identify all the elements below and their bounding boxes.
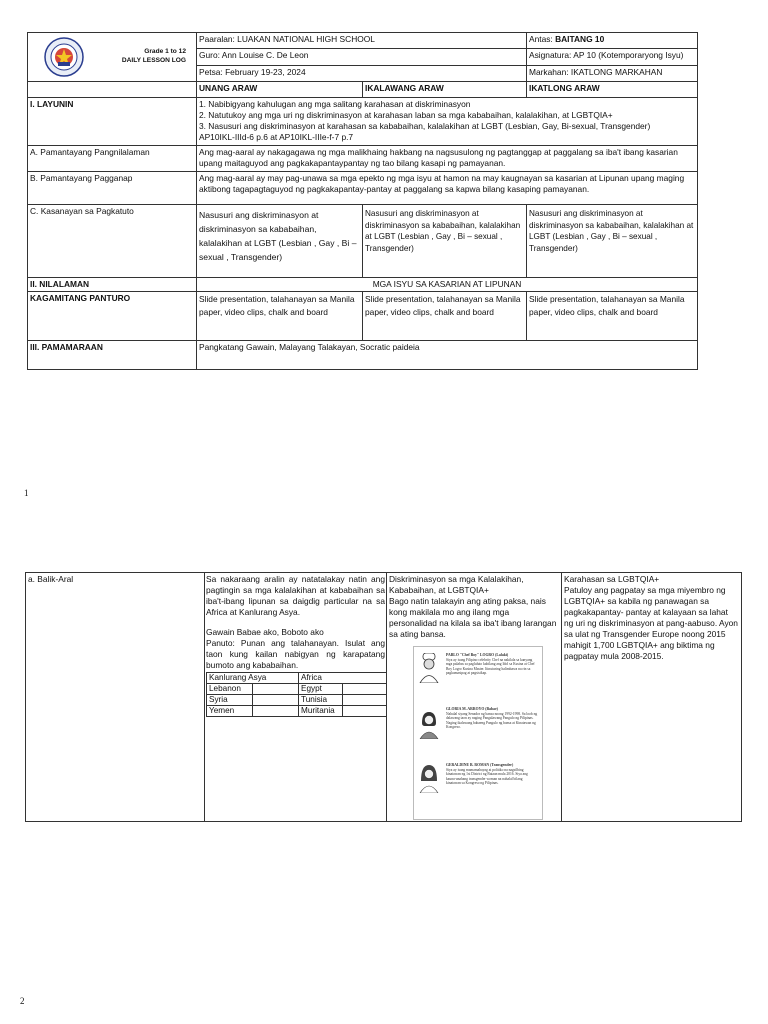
woman-portrait-icon <box>418 709 440 739</box>
year-cell-empty <box>343 684 387 695</box>
kasanayan-day2: Nasusuri ang diskriminasyon at diskriminasyon sa kababaihan, kalalakihan at LGBT (Lesbian , Gay , Bi – sexual , Transgender) <box>363 205 527 278</box>
person-name: GERALDINE B. ROMAN (Transgender) <box>446 763 514 767</box>
nilalaman-text: MGA ISYU SA KASARIAN AT LIPUNAN <box>197 278 698 292</box>
bago-natin-text: Bago natin talakayin ang ating paksa, nais kong makilala mo ang ilang mga personalidad na kilala sa iba't ibang larangan sa ating bansa. <box>389 596 557 639</box>
deped-seal-icon <box>44 37 84 77</box>
day1-header: UNANG ARAW <box>197 82 363 98</box>
person-bio: Siya ay isang mamamahayag at politiko na nagsilbing kinatawan ng 1st District ng Bataan mula 2016. Siya ang kauna-unahang transgender woman na nahalal bilang kinatawan sa Kongreso ng Pilipinas. <box>446 767 528 786</box>
kasanayan-day1: Nasusuri ang diskriminasyon at diskriminasyon sa kababaihan, kalalakihan at LGBT (Lesbian , Gay , Bi – sexual , Transgender) <box>197 205 363 278</box>
pangnilalaman-label: A. Pamantayang Pangnilalaman <box>28 146 197 172</box>
layunin-item-1: 1. Nabibigyang kahulugan ang mga salitang karahasan at diskriminasyon <box>199 99 471 109</box>
table-cell: Syria <box>207 695 253 706</box>
balik-aral-col2 <box>387 573 562 822</box>
grade-label: Grade 1 to 12 <box>144 48 186 55</box>
day3-header: IKATLONG ARAW <box>527 82 698 98</box>
daily-lesson-log-label: DAILY LESSON LOG <box>121 57 186 64</box>
pagganap-label: B. Pamantayang Pagganap <box>28 172 197 205</box>
layunin-item-3: 3. Nasusuri ang diskriminasyon at karahasan sa kababaihan, kalalakihan at LGBT (Lesbian, Gay, Bi-sexual, Transgender) <box>199 121 651 131</box>
paaralan-cell: Paaralan: LUAKAN NATIONAL HIGH SCHOOL <box>197 33 527 49</box>
balik-aral-col3 <box>562 573 742 822</box>
person-bio: Siya ay isang Filipino celebrity Chef na nakilala sa kanyang mga palabas sa pagluluto kabilang ang Idol sa Kusina at Chef Boy Logro Kusina Master. Itinuturing halimbawa na rin sa pagkamasipag at pagsisikap. <box>446 657 535 676</box>
karahasan-text: Patuloy ang pagpatay sa mga miyembro ng LGBTQIA+ sa kabila ng panawagan sa pagkakapantay- pantay at kalayaan sa lahat ng uri ng diskriminasyon at pang-aabuso. Ayon sa ulat ng Transgender Europe noong 2015 mahigit 1,700 LGBTQIA+ ang biktima ng pagpatay mula 2008-2015. <box>564 585 738 661</box>
table-cell: Yemen <box>207 706 253 717</box>
balik-aral-label: a. Balik-Aral <box>26 573 205 822</box>
personalities-figure <box>413 646 543 820</box>
day2-header: IKALAWANG ARAW <box>363 82 527 98</box>
lesson-log-table <box>27 32 698 370</box>
antas-cell <box>527 33 698 49</box>
chef-portrait-icon <box>418 653 440 683</box>
kagamitan-day2: Slide presentation, talahanayan sa Manila paper, video clips, chalk and board <box>363 292 527 341</box>
empty-day-label-cell <box>28 82 197 98</box>
kasanayan-day3: Nasusuri ang diskriminasyon at diskriminasyon sa kababaihan, kalalakihan at LGBT (Lesbian , Gay , Bi – sexual , Transgender) <box>527 205 698 278</box>
year-cell-empty <box>343 706 387 717</box>
table-header-africa: Africa <box>299 673 387 684</box>
table-cell: Muritania <box>299 706 343 717</box>
table-row <box>207 706 387 717</box>
table-cell: Egypt <box>299 684 343 695</box>
year-cell-empty <box>343 695 387 706</box>
kasanayan-label: C. Kasanayan sa Pagkatuto <box>28 205 197 278</box>
table-header-kanlurang-asya: Kanlurang Asya <box>207 673 299 684</box>
kagamitan-day3: Slide presentation, talahanayan sa Manila paper, video clips, chalk and board <box>527 292 698 341</box>
petsa-cell: Petsa: February 19-23, 2024 <box>197 65 527 81</box>
diskriminasyon-title: Diskriminasyon sa mga Kalalakihan, Kababaihan, at LGBTQIA+ <box>389 574 524 595</box>
header-logo-cell <box>28 33 197 82</box>
gawain-title: Gawain Babae ako, Boboto ako <box>206 627 324 637</box>
table-row <box>207 684 387 695</box>
nilalaman-label: II. NILALAMAN <box>28 278 197 292</box>
layunin-item-2: 2. Natutukoy ang mga uri ng diskriminasyon at karahasan laban sa mga kababaihan, kalalakihan, at LGBTQIA+ <box>199 110 613 120</box>
layunin-codes: AP10IKL-IIId-6 p.6 at AP10IKL-IIIe-f-7 p.7 <box>199 132 354 142</box>
pagganap-text: Ang mag-aaral ay may pag-unawa sa mga epekto ng mga isyu at hamon na may kaugnayan sa kasarian at Lipunan upang maging aktibong tagapagtaguyod ng pagkakapantay-pantay at paggalang sa kapwa bilang kasaping pamayanan. <box>197 172 698 205</box>
pamamaraan-text: Pangkatang Gawain, Malayang Talakayan, Socratic paideia <box>197 341 698 370</box>
page-number-2: 2 <box>20 996 25 1006</box>
table-row <box>207 695 387 706</box>
lesson-log-table-page2 <box>25 572 742 822</box>
voting-rights-table <box>206 672 387 717</box>
balik-aral-col1 <box>205 573 387 822</box>
layunin-label: I. LAYUNIN <box>28 98 197 146</box>
asignatura-cell: Asignatura: AP 10 (Kotemporaryong Isyu) <box>527 49 698 65</box>
karahasan-title: Karahasan sa LGBTQIA+ <box>564 574 660 584</box>
balik-aral-intro: Sa nakaraang aralin ay natatalakay natin ang pagtingin sa mga kalalakihan at kababaihan sa iba't-ibang lipunan sa daigdig particular na sa Africa at Kanlurang Asya. <box>206 574 385 617</box>
year-cell-empty <box>253 684 299 695</box>
person-name: PABLO "Chef Boy" LOGRO (Lalaki) <box>446 653 509 657</box>
page-number-1: 1 <box>24 488 29 498</box>
kagamitan-label: KAGAMITANG PANTURO <box>28 292 197 341</box>
guro-cell: Guro: Ann Louise C. De Leon <box>197 49 527 65</box>
pamamaraan-label: III. PAMAMARAAN <box>28 341 197 370</box>
person-bio: Nahalal siyang Senador ng bansa noong 1992-1998. Sa loob ng dalawang taon ay naging Pangalawang Pangulo ng Pilipinas. Naging ikalawang babaeng Pangulo ng bansa at Kinatawan ng Kongreso. <box>446 711 538 730</box>
pangnilalaman-text: Ang mag-aaral ay nakagagawa ng mga malikhaing hakbang na nagsusulong ng pagtanggap at paggalang sa iba't ibang kasarian upang maitaguyod ang pagkakapantaypantay ng tao bilang kasapi ng pamayanan. <box>197 146 698 172</box>
year-cell-empty <box>253 695 299 706</box>
antas-label: Antas: <box>529 34 556 44</box>
transgender-portrait-icon <box>418 763 440 793</box>
table-cell: Tunisia <box>299 695 343 706</box>
kagamitan-day1: Slide presentation, talahanayan sa Manila paper, video clips, chalk and board <box>197 292 363 341</box>
panuto-text: Panuto: Punan ang talahanayan. Isulat ang taon kung kailan nabigyan ng karapatang bumoto ang kababaihan. <box>206 638 385 670</box>
markahan-cell: Markahan: IKATLONG MARKAHAN <box>527 65 698 81</box>
layunin-content <box>197 98 698 146</box>
table-cell: Lebanon <box>207 684 253 695</box>
person-name: GLORIA M. ARROYO (Babae) <box>446 707 498 711</box>
year-cell-empty <box>253 706 299 717</box>
antas-value: BAITANG 10 <box>555 34 605 44</box>
